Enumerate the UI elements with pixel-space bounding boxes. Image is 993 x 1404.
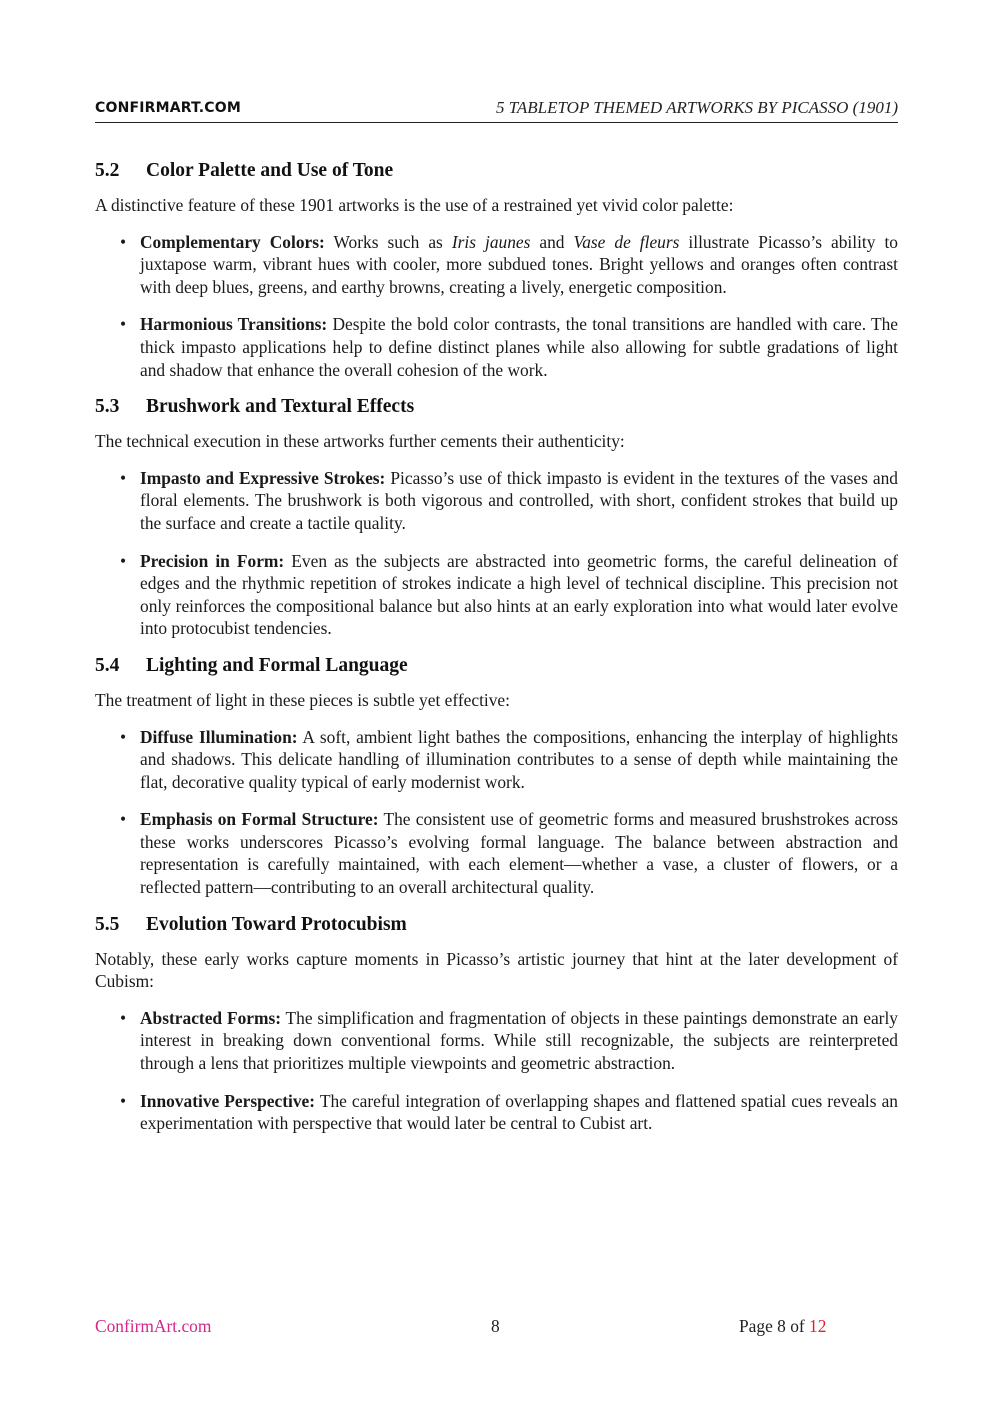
section-number: 5.4 <box>95 654 120 676</box>
item-term: Complementary Colors: <box>140 231 325 252</box>
section-intro: Notably, these early works capture moments in Picasso’s artistic journey that hint at the later development of Cubism: <box>95 948 898 992</box>
item-text: Despite the bold color contrasts, the tonal transitions are handled with care. The thick impasto applications help to define distinct planes while also allowing for subtle gradations of light and shadow that enhance the overall cohesion of the work. <box>140 314 898 380</box>
running-title: 5 TABLETOP THEMED ARTWORKS BY PICASSO (1901) <box>495 98 898 117</box>
section-5-3 <box>95 396 898 640</box>
bullet-list <box>95 467 898 640</box>
item-text: Even as the subjects are abstracted into geometric forms, the careful delineation of edges and the rhythmic repetition of strokes indicate a high level of technical discipline. This precision not only reinforces the compositional balance but also hints at an early exploration into what would later evolve into protocubist tendencies. <box>140 550 899 639</box>
artwork-title: Vase de fleurs <box>573 231 680 252</box>
item-term: Abstracted Forms: <box>140 1007 282 1028</box>
total-pages-link[interactable]: 12 <box>809 1316 827 1336</box>
item-term: Innovative Perspective: <box>140 1090 316 1111</box>
section-title: Brushwork and Textural Effects <box>146 396 415 418</box>
section-heading <box>95 396 898 418</box>
item-text: and <box>530 231 574 252</box>
list-item <box>95 550 898 640</box>
bullet-list <box>95 726 898 899</box>
bullet-icon: • <box>120 231 127 252</box>
item-term: Emphasis on Formal Structure: <box>140 809 379 830</box>
section-number: 5.3 <box>95 396 120 418</box>
item-term: Impasto and Expressive Strokes: <box>140 467 386 488</box>
main-content <box>95 160 898 1150</box>
section-number: 5.2 <box>95 160 120 181</box>
section-number: 5.5 <box>95 913 120 935</box>
item-term: Harmonious Transitions: <box>140 314 328 335</box>
list-item <box>95 1007 898 1075</box>
list-item <box>95 1090 898 1135</box>
section-intro: The technical execution in these artworks further cements their authenticity: <box>95 431 625 452</box>
section-intro: The treatment of light in these pieces is subtle yet effective: <box>95 689 510 710</box>
bullet-icon: • <box>120 467 127 488</box>
item-text: The careful integration of overlapping shapes and flattened spatial cues reveals an experimentation with perspective that would later be central to Cubist art. <box>140 1090 898 1134</box>
list-item <box>95 313 898 381</box>
page-label: Page 8 of <box>739 1316 810 1336</box>
section-intro: A distinctive feature of these 1901 artworks is the use of a restrained yet vivid color palette: <box>95 195 734 215</box>
list-item <box>95 467 898 535</box>
bullet-icon: • <box>120 314 127 335</box>
item-text: A soft, ambient light bathes the compositions, enhancing the interplay of highlights and shadows. This delicate handling of illumination contributes to a sense of depth while maintaining the flat, decorative quality typical of early modernist work. <box>140 726 898 792</box>
list-item <box>95 726 898 794</box>
section-heading <box>95 914 898 936</box>
bullet-list <box>95 1007 898 1135</box>
item-text: The simplification and fragmentation of objects in these paintings demonstrate an early interest in breaking down conventional forms. While still recognizable, the subjects are reinterpreted through a lens that prioritizes multiple viewpoints and geometric abstraction. <box>140 1007 898 1074</box>
item-text: The consistent use of geometric forms and measured brushstrokes across these works underscores Picasso’s evolving formal language. The balance between abstraction and representation is carefully maintained, with each element—whether a vase, a cluster of flowers, or a reflected pattern—contributing to an overall architectural quality. <box>140 809 898 898</box>
bullet-icon: • <box>120 550 127 571</box>
list-item <box>95 808 898 898</box>
bullet-icon: • <box>120 1090 127 1111</box>
section-5-2 <box>95 160 898 381</box>
page-number: 8 <box>491 1316 500 1336</box>
item-text: Works such as <box>324 231 452 252</box>
page-footer <box>95 1316 898 1340</box>
artwork-title: Iris jaunes <box>451 231 531 252</box>
section-heading <box>95 160 898 182</box>
section-5-4 <box>95 655 898 899</box>
list-item <box>95 231 898 299</box>
item-text: illustrate Picasso’s ability to juxtapose warm, vibrant hues with cooler, more subdued tones. Bright yellows and oranges often contrast with deep blues, greens, and earthy browns, creating a lively, energetic composition. <box>140 231 898 297</box>
page-count <box>739 1316 826 1337</box>
site-logo: CONFIRMART.COM <box>95 100 242 116</box>
section-heading <box>95 655 898 677</box>
bullet-icon: • <box>120 1007 127 1028</box>
section-title: Evolution Toward Protocubism <box>146 913 407 935</box>
bullet-icon: • <box>120 726 127 747</box>
site-link[interactable]: ConfirmArt.com <box>95 1316 212 1336</box>
section-title: Color Palette and Use of Tone <box>146 160 394 181</box>
item-term: Diffuse Illumination: <box>140 726 298 747</box>
section-5-5 <box>95 914 898 1135</box>
item-term: Precision in Form: <box>140 550 285 571</box>
page-header <box>95 98 898 123</box>
bullet-icon: • <box>120 809 127 830</box>
bullet-list <box>95 231 898 382</box>
item-text: Picasso’s use of thick impasto is evident in the textures of the vases and floral elements. The brushwork is both vigorous and controlled, with short, confident strokes that build up the surface and create a tactile quality. <box>140 467 898 533</box>
section-title: Lighting and Formal Language <box>146 654 408 676</box>
